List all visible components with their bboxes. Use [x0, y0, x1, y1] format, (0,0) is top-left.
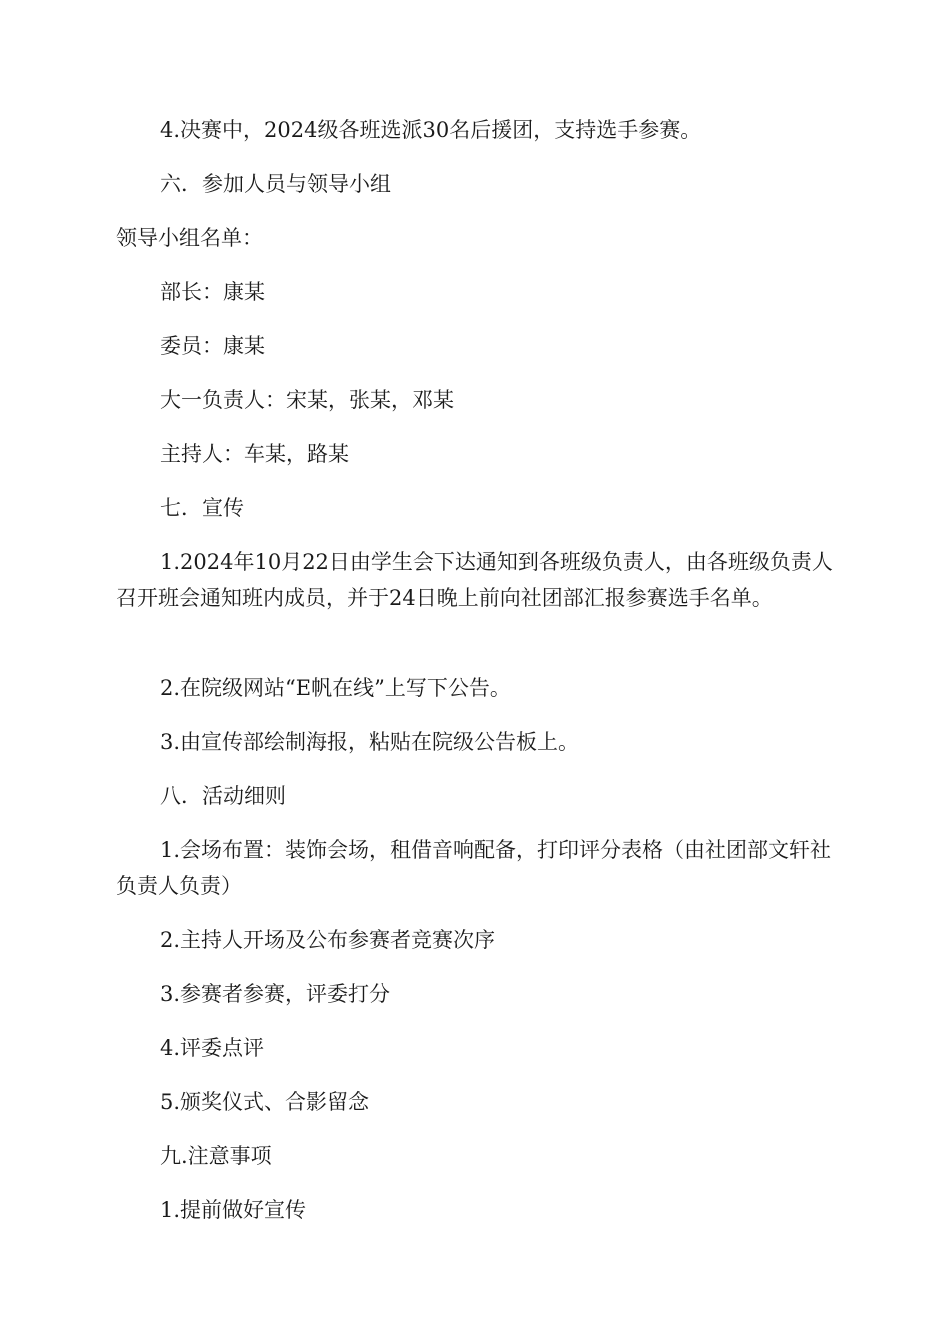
paragraph-promo-2: 2.在院级网站“E帆在线”上写下公告。: [160, 676, 511, 700]
paragraph-detail-4: 4.评委点评: [160, 1036, 265, 1060]
paragraph-detail-5: 5.颁奖仪式、合影留念: [160, 1090, 370, 1114]
paragraph-promo-1: 1.2024年10月22日由学生会下达通知到各班级负责人，由各班级负责人召开班会通知班内成员，并于24日晚上前向社团部汇报参赛选手名单。: [116, 550, 833, 610]
heading-section-8: 八．活动细则: [160, 784, 286, 808]
paragraph-detail-3: 3.参赛者参赛，评委打分: [160, 982, 391, 1006]
paragraph-freshman-leads: 大一负责人：宋某，张某，邓某: [160, 388, 454, 412]
paragraph-final-support: 4.决赛中，2024级各班选派30名后援团，支持选手参赛。: [160, 118, 702, 142]
paragraph-member: 委员：康某: [160, 334, 265, 358]
paragraph-promo-3: 3.由宣传部绘制海报，粘贴在院级公告板上。: [160, 730, 580, 754]
paragraph-detail-1: 1.会场布置：装饰会场，租借音响配备，打印评分表格（由社团部文轩社负责人负责）: [116, 838, 832, 898]
paragraph-minister: 部长：康某: [160, 280, 265, 304]
heading-section-9: 九.注意事项: [160, 1144, 272, 1168]
paragraph-leadership-list: 领导小组名单：: [116, 226, 263, 250]
paragraph-hosts: 主持人：车某，路某: [160, 442, 349, 466]
paragraph-detail-2: 2.主持人开场及公布参赛者竞赛次序: [160, 928, 496, 952]
heading-section-6: 六．参加人员与领导小组: [160, 172, 391, 196]
paragraph-notice-1: 1.提前做好宣传: [160, 1198, 307, 1222]
heading-section-7: 七．宣传: [160, 496, 244, 520]
